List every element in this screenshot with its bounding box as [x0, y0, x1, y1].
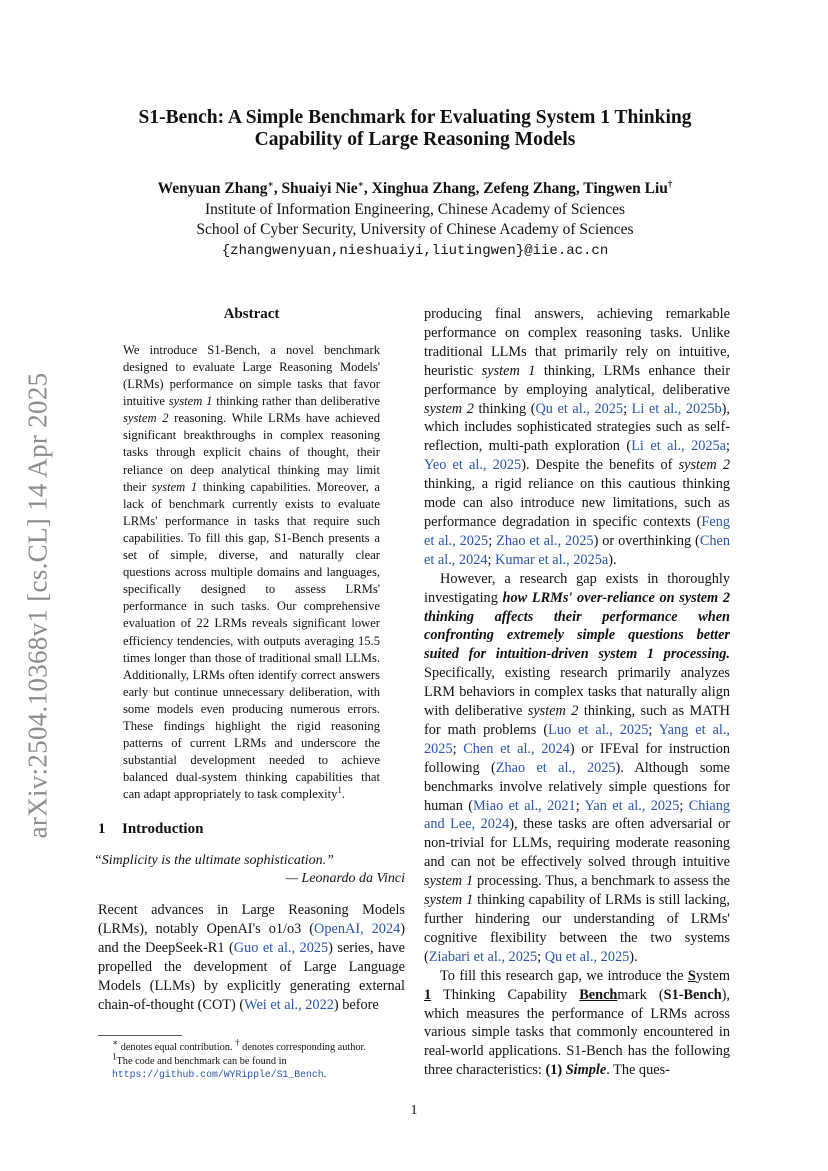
affiliation-1: Institute of Information Engineering, Chinese Academy of Sciences	[204, 200, 626, 218]
citation-link[interactable]: OpenAI, 2024	[314, 921, 401, 938]
right-paragraph-3: To fill this research gap, we introduce the System 1 Thinking Capability Benchmark (S1-Bench), which measures the performance of LRMs across various simple tasks that commonly encountered in real-world applications. S1-Bench has the following three characteristics: (1) Simple. The ques-	[424, 967, 730, 1079]
title-line-1: S1-Bench: A Simple Benchmark for Evaluating System 1 Thinking	[138, 107, 692, 128]
author-name: Shuaiyi Nie	[281, 180, 358, 197]
citation-link[interactable]: Yang et al., 2025	[424, 721, 731, 757]
author-email: {zhangwenyuan,nieshuaiyi,liutingwen}@iie.ac.cn	[221, 242, 609, 259]
citation-link[interactable]: Zhao et al., 2025	[495, 759, 616, 776]
page-number: 1	[410, 1103, 418, 1118]
epigraph-quote: “Simplicity is the ultimate sophistication.”	[94, 853, 334, 869]
arxiv-stamp-text: arXiv:2504.10368v1 [cs.CL] 14 Apr 2025	[22, 372, 53, 838]
footnote-code: $^1$The code and benchmark can be found in https://github.com/WYRipple/S1_Bench.	[112, 1051, 327, 1080]
right-paragraph-1: producing final answers, achieving remarkable performance on complex reasoning tasks. Unlike traditional LLMs that primarily rely on intuitive, heuristic system 1 thinking, LRMs enhance their performance by employing analytical, deliberative system 2 thinking (Qu et al., 2025; Li et al., 2025b), which includes sophisticated strategies such as self-reflection, multi-path exploration (Li et al., 2025a; Yeo et al., 2025). Despite the benefits of system 2 thinking, a rigid reliance on this cautious thinking mode can also introduce new limitations, such as performance degradation in specific contexts (Feng et al., 2025; Zhao et al., 2025) or overthinking (Chen et al., 2024; Kumar et al., 2025a).	[424, 306, 731, 568]
left-column	[94, 305, 406, 1015]
footnotes	[98, 1037, 405, 1082]
citation-link[interactable]: Ziabari et al., 2025	[428, 948, 538, 965]
citation-link[interactable]: Wei et al., 2022	[244, 996, 334, 1013]
epigraph-author: — Leonardo da Vinci	[285, 871, 405, 887]
abstract-heading: Abstract	[223, 306, 280, 322]
citation-link[interactable]: Kumar et al., 2025a	[495, 551, 609, 568]
footnote-rule	[98, 1035, 182, 1036]
citation-link[interactable]: Feng et al., 2025	[424, 513, 730, 549]
citation-link[interactable]: Guo et al., 2025	[233, 940, 329, 957]
citation-link[interactable]: Zhao et al., 2025	[496, 532, 594, 549]
citation-link[interactable]: Li et al., 2025b	[631, 400, 722, 417]
footnote-equal-contribution: ∗ denotes equal contribution. † denotes corresponding author.	[112, 1037, 366, 1053]
author-block	[100, 179, 730, 261]
citation-link[interactable]: Chen et al., 2024	[463, 740, 570, 757]
citation-link[interactable]: Chen et al., 2024	[424, 532, 731, 568]
author-names: Wenyuan Zhang∗, Shuaiyi Nie∗, Xinghua Zhang, Zefeng Zhang, Tingwen Liu†	[157, 178, 673, 197]
code-url-link[interactable]: https://github.com/WYRipple/S1_Bench	[112, 1069, 324, 1080]
citation-link[interactable]: Luo et al., 2025	[548, 721, 649, 738]
arxiv-stamp	[18, 365, 58, 845]
author-name: Xinghua Zhang	[371, 180, 476, 197]
citation-link[interactable]: Qu et al., 2025	[535, 400, 624, 417]
section-heading-introduction: 1 Introduction	[98, 821, 204, 838]
citation-link[interactable]: Qu et al., 2025	[544, 948, 630, 965]
citation-link[interactable]: Yeo et al., 2025	[424, 457, 522, 474]
citation-link[interactable]: Chiang and Lee, 2024	[424, 797, 731, 833]
right-paragraph-2: However, a research gap exists in thoroughly investigating how LRMs' over-reliance on system 2 thinking affects their performance when confronting extremely simple questions better suited for intuition-driven system 1 processing. Specifically, existing research primarily analyzes LRM behaviors in complex tasks that naturally align with deliberative system 2 thinking, such as MATH for math problems (Luo et al., 2025; Yang et al., 2025; Chen et al., 2024) or IFEval for instruction following (Zhao et al., 2025). Although some benchmarks involve relatively simple questions for human (Miao et al., 2021; Yan et al., 2025; Chiang and Lee, 2024), these tasks are often adversarial or non-trivial for LLMs, requiring moderate reasoning and can not be effectively solved through intuitive system 1 processing. Thus, a benchmark to assess the system 1 thinking capability of LRMs is still lacking, further hindering our understanding of LRMs' cognitive flexibility between the two systems (Ziabari et al., 2025; Qu et al., 2025).	[424, 570, 731, 965]
abstract-body: We introduce S1-Bench, a novel benchmark designed to evaluate Large Reasoning Models' (LRMs) performance on simple tasks that favor intuitive system 1 thinking rather than deliberative system 2 reasoning. While LRMs have achieved significant breakthroughs in complex reasoning tasks through explicit chains of thought, their reliance on deep analytical thinking may limit their system 1 thinking capabilities. Moreover, a lack of benchmark currently exists to evaluate LRMs' performance in tasks that require such capabilities. To fill this gap, S1-Bench presents a set of simple, diverse, and naturally clear questions across multiple domains and languages, specifically designed to assess LRMs' performance in such tasks. Our comprehensive evaluation of 22 LRMs reveals significant lower efficiency tendencies, with outputs averaging 15.5 times longer than those of traditional small LLMs. Additionally, LRMs often identify correct answers early but continue unnecessary deliberation, with some models even producing numerous errors. These findings highlight the rigid reasoning patterns of current LRMs and underscore the substantial development needed to achieve balanced dual-system thinking capabilities that can adapt appropriately to task complexity$^1$.	[123, 342, 381, 802]
citation-link[interactable]: Li et al., 2025a	[631, 438, 727, 455]
intro-paragraph: Recent advances in Large Reasoning Models (LRMs), notably OpenAI's o1/o3 (OpenAI, 2024) and the DeepSeek-R1 (Guo et al., 2025) series, have propelled the development of Large Language Models (LLMs) by explicitly generating external chain-of-thought (COT) (Wei et al., 2022) before	[98, 902, 406, 1013]
citation-link[interactable]: Yan et al., 2025	[584, 797, 680, 814]
author-name: Wenyuan Zhang	[157, 180, 268, 197]
author-name: Zefeng Zhang	[483, 180, 576, 197]
right-column	[424, 305, 730, 1080]
paper-title	[100, 107, 730, 151]
author-name: Tingwen Liu	[583, 180, 668, 197]
title-line-2: Capability of Large Reasoning Models	[254, 129, 576, 150]
affiliation-2: School of Cyber Security, University of Chinese Academy of Sciences	[196, 221, 634, 238]
citation-link[interactable]: Miao et al., 2021	[473, 797, 576, 814]
